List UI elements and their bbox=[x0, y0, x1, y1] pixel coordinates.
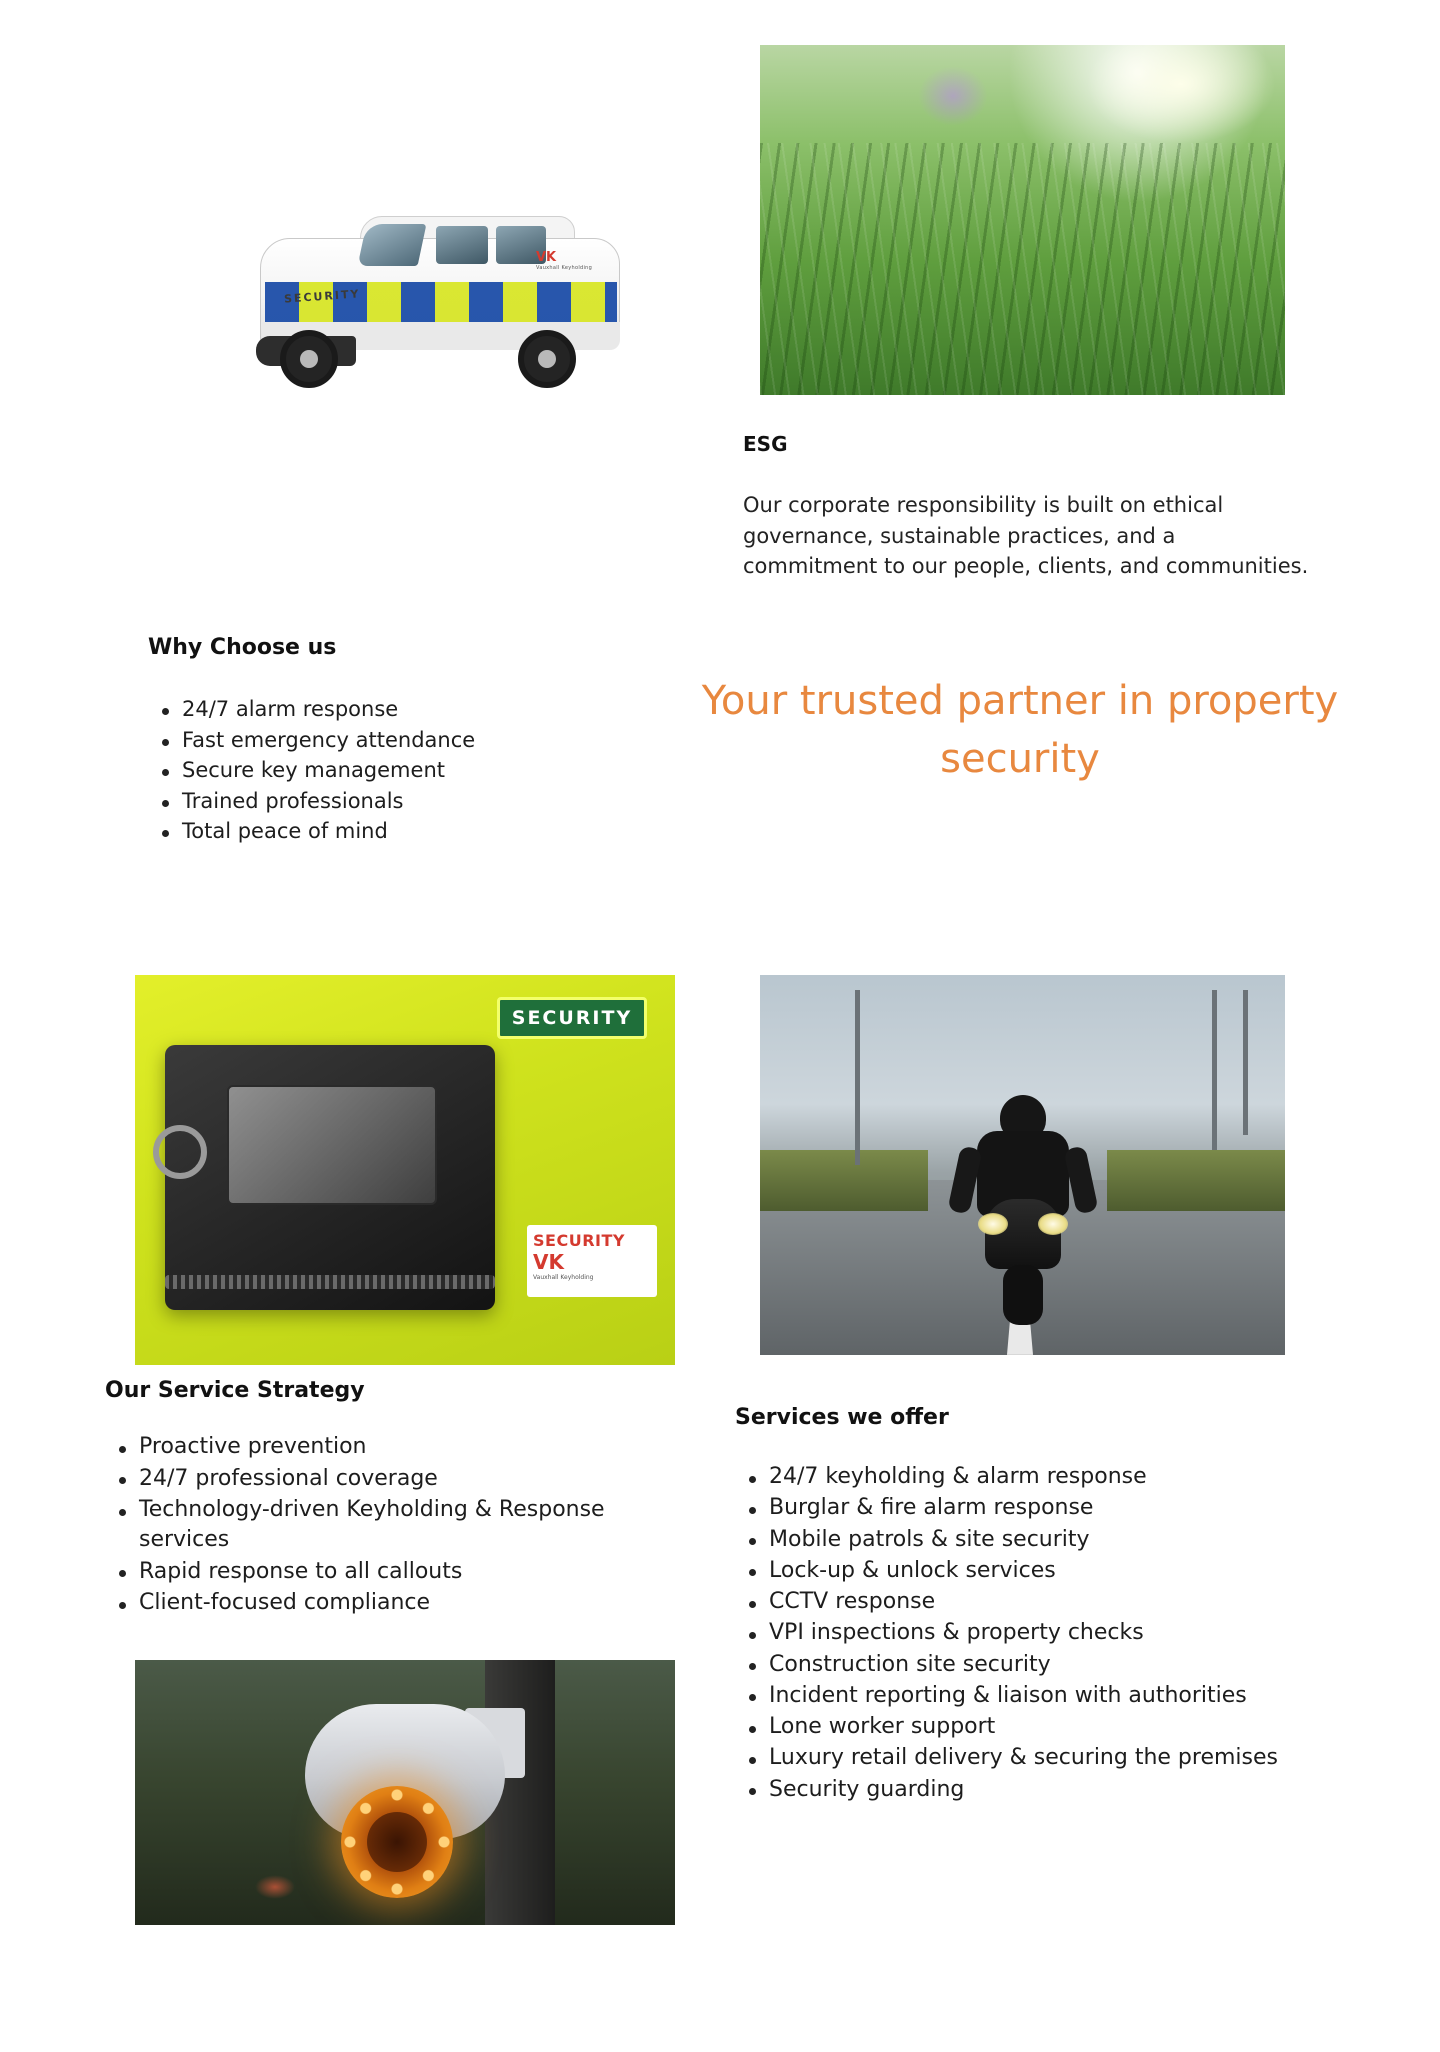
list-item: Security guarding bbox=[769, 1775, 1325, 1804]
pouch-zip bbox=[165, 1275, 495, 1289]
van-windshield bbox=[358, 224, 427, 266]
pylon-icon bbox=[1243, 990, 1248, 1134]
service-strategy-list bbox=[105, 1432, 685, 1620]
van-front-wheel bbox=[280, 330, 338, 388]
van-logo-subtext: Vauxhall Keyholding bbox=[536, 265, 593, 271]
list-item: Construction site security bbox=[769, 1650, 1325, 1679]
key-ring bbox=[153, 1125, 207, 1179]
van-rear-wheel bbox=[518, 330, 576, 388]
list-item: Secure key management bbox=[182, 756, 618, 785]
headlight-right bbox=[1038, 1213, 1068, 1235]
list-item: 24/7 alarm response bbox=[182, 695, 618, 724]
van-illustration bbox=[240, 210, 650, 405]
motorbike-rider bbox=[948, 1095, 1098, 1325]
sun-flare bbox=[1086, 45, 1276, 144]
roadside-left bbox=[760, 1150, 928, 1211]
pylon-icon bbox=[1212, 990, 1217, 1150]
list-item: Total peace of mind bbox=[182, 817, 618, 846]
cctv-camera-photo bbox=[135, 1660, 675, 1925]
list-item: Proactive prevention bbox=[139, 1432, 685, 1462]
list-item: CCTV response bbox=[769, 1587, 1325, 1616]
tagline: Your trusted partner in property security bbox=[701, 678, 1339, 782]
pouch-window bbox=[227, 1085, 437, 1205]
van-side-text: SECURITY bbox=[283, 287, 361, 306]
services-offered-heading: Services we offer bbox=[735, 1405, 949, 1430]
van-photo bbox=[230, 185, 660, 445]
list-item: 24/7 keyholding & alarm response bbox=[769, 1462, 1325, 1491]
label-line-2: VK bbox=[533, 1250, 564, 1274]
esg-heading: ESG bbox=[743, 432, 788, 456]
grass-blades bbox=[760, 143, 1285, 395]
service-strategy-heading: Our Service Strategy bbox=[105, 1378, 365, 1403]
label-line-1: SECURITY bbox=[533, 1231, 625, 1250]
bike-front-wheel bbox=[1003, 1265, 1043, 1325]
why-choose-heading: Why Choose us bbox=[148, 635, 337, 660]
company-label bbox=[527, 1225, 657, 1297]
list-item: Rapid response to all callouts bbox=[139, 1557, 685, 1587]
grass-field-photo bbox=[760, 45, 1285, 395]
list-item: Client-focused compliance bbox=[139, 1588, 685, 1618]
label-line-3: Vauxhall Keyholding bbox=[533, 1274, 594, 1281]
list-item: Technology-driven Keyholding & Response services bbox=[139, 1495, 685, 1554]
list-item: Trained professionals bbox=[182, 787, 618, 816]
key-pouch bbox=[165, 1045, 495, 1310]
lens-flare bbox=[255, 1875, 295, 1899]
headlight-left bbox=[978, 1213, 1008, 1235]
list-item: 24/7 professional coverage bbox=[139, 1464, 685, 1494]
list-item: Mobile patrols & site security bbox=[769, 1525, 1325, 1554]
van-logo-text: VK bbox=[536, 250, 557, 265]
keyholding-pouch-photo bbox=[135, 975, 675, 1365]
list-item: Lock-up & unlock services bbox=[769, 1556, 1325, 1585]
camera-led-ring bbox=[341, 1786, 453, 1898]
list-item: Lone worker support bbox=[769, 1712, 1325, 1741]
why-choose-list bbox=[148, 695, 618, 848]
van-window-front bbox=[436, 226, 488, 264]
van-logo bbox=[536, 250, 592, 271]
list-item: Luxury retail delivery & securing the premises bbox=[769, 1743, 1325, 1772]
roadside-right bbox=[1107, 1150, 1286, 1211]
list-item: Fast emergency attendance bbox=[182, 726, 618, 755]
services-offered-list bbox=[735, 1462, 1325, 1806]
list-item: Burglar & fire alarm response bbox=[769, 1493, 1325, 1522]
list-item: Incident reporting & liaison with authorities bbox=[769, 1681, 1325, 1710]
esg-body-text: Our corporate responsibility is built on ethical governance, sustainable practices, and a commitment to our people, clients, and communities. bbox=[743, 493, 1309, 579]
security-badge-patch: SECURITY bbox=[497, 997, 647, 1039]
lens-tint bbox=[918, 66, 988, 126]
motorbike-photo bbox=[760, 975, 1285, 1355]
list-item: VPI inspections & property checks bbox=[769, 1618, 1325, 1647]
pylon-icon bbox=[855, 990, 860, 1165]
